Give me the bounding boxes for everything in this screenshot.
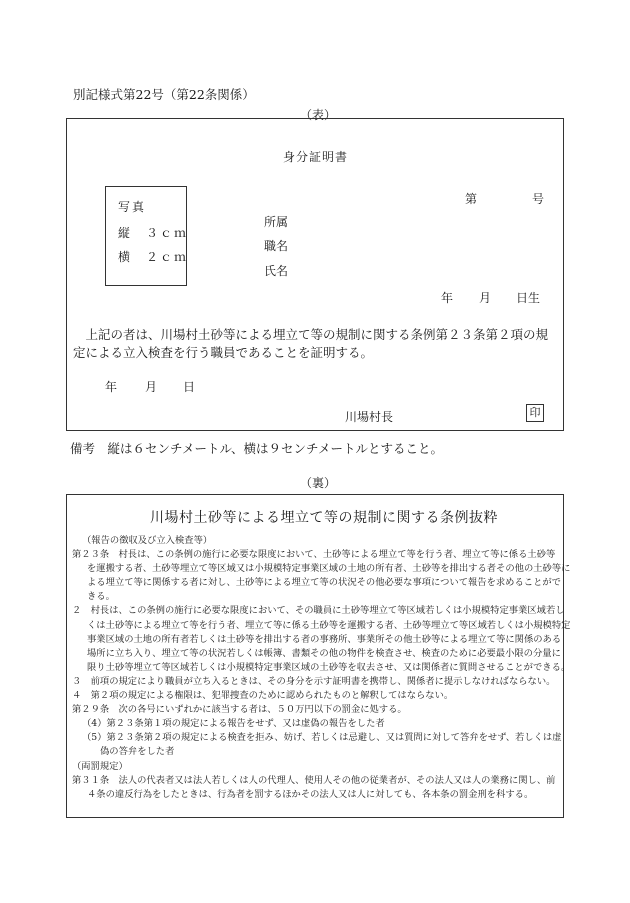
position-label: 職名 bbox=[264, 239, 289, 253]
affiliation-label: 所属 bbox=[264, 215, 289, 229]
photo-width: 横 ２ｃｍ bbox=[118, 250, 189, 264]
law-line: ２ 村長は、この条例の施行に必要な限度において、その職員に土砂等埋立て等区域若しくは小規模特定事業区域若し bbox=[72, 605, 565, 617]
issue-month: 月 bbox=[145, 380, 158, 394]
law-line: （5）第２３条第２項の規定による検査を拒み、妨げ、若しくは忌避し、又は質問に対して答弁をせず、若しくは虚 bbox=[82, 732, 562, 744]
note: 備考 縦は６センチメートル、横は９センチメートルとすること。 bbox=[70, 441, 444, 456]
certificate-text bbox=[73, 326, 553, 362]
law-line: 第３１条 法人の代表者又は法人若しくは人の代理人、使用人その他の従業者が、その法人又は人の業務に関し、前 bbox=[72, 774, 556, 786]
mayor-label: 川場村長 bbox=[345, 410, 394, 424]
number-suffix: 号 bbox=[532, 192, 545, 206]
front-side-label: （表） bbox=[300, 108, 337, 122]
photo-label: 写真 bbox=[118, 200, 147, 214]
law-line: ４ 第２項の規定による権限は、犯罪捜査のために認められたものと解釈してはならない。 bbox=[72, 690, 454, 702]
birth-day: 日生 bbox=[516, 291, 541, 305]
law-line: きる。 bbox=[87, 591, 115, 603]
photo-height: 縦 ３ｃｍ bbox=[118, 226, 189, 240]
law-line: 偽の答弁をした者 bbox=[100, 746, 175, 758]
law-excerpt-body bbox=[72, 534, 571, 802]
law-line: （両罰規定） bbox=[72, 760, 128, 772]
law-line: ４条の違反行為をしたときは、行為者を罰するほかその法人又は人に対しても、各本条の罰金刑を科する。 bbox=[87, 788, 534, 800]
law-line: 限り土砂等埋立て等区域若しくは小規模特定事業区域の土砂等を収去させ、又は関係者に質問させることができる。 bbox=[87, 661, 571, 673]
law-line: ３ 前項の規定により職員が立ち入るときは、その身分を示す証明書を携帯し、関係者に提示しなければならない。 bbox=[72, 675, 556, 687]
number-prefix: 第 bbox=[465, 192, 478, 206]
law-excerpt-title: 川場村土砂等による埋立て等の規制に関する条例抜粋 bbox=[150, 510, 498, 526]
law-line: よる埋立て等に関係する者に対し、土砂等による埋立て等の状況その他必要な事項について報告を求めることがで bbox=[87, 577, 561, 589]
seal-label: 印 bbox=[529, 406, 541, 419]
name-label: 氏名 bbox=[264, 264, 289, 278]
law-line: 場所に立ち入り、埋立て等の状況若しくは帳簿、書類その他の物件を検査させ、検査のために必要最小限の分量に bbox=[87, 647, 561, 659]
certificate-text-line: 上記の者は、川場村土砂等による埋立て等の規制に関する条例第２３条第２項の規 bbox=[73, 327, 549, 342]
law-line: （報告の徴収及び立入検査等） bbox=[82, 535, 213, 546]
birth-year: 年 bbox=[441, 291, 454, 305]
law-line: を運搬する者、土砂等埋立て等区域又は小規模特定事業区域の土地の所有者、土砂等を排出する者その他の土砂等に bbox=[87, 563, 571, 575]
law-line: 事業区域の土地の所有者若しくは土砂等を排出する者の事務所、事業所その他土砂等による埋立て等に関係のある bbox=[87, 633, 562, 645]
law-line: 第２３条 村長は、この条例の施行に必要な限度において、土砂等による埋立て等を行う者、埋立て等に係る土砂等 bbox=[72, 549, 556, 561]
law-line: くは土砂等による埋立て等を行う者、埋立て等に係る土砂等を運搬する者、土砂等埋立て等区域若しくは小規模特定 bbox=[87, 619, 571, 631]
issue-day: 日 bbox=[183, 380, 196, 394]
issue-year: 年 bbox=[105, 380, 118, 394]
birth-month: 月 bbox=[479, 291, 492, 305]
law-line: 第２９条 次の各号にいずれかに該当する者は、５０万円以下の罰金に処する。 bbox=[72, 704, 407, 716]
back-side-label: （裏） bbox=[300, 476, 337, 490]
certificate-title: 身分証明書 bbox=[283, 150, 349, 164]
seal-box bbox=[526, 404, 544, 422]
certificate-text-line: 定による立入検査を行う職員であることを証明する。 bbox=[73, 345, 374, 360]
form-label: 別記様式第22号（第22条関係） bbox=[73, 87, 255, 102]
law-line: （4）第２３条第１項の規定による報告をせず、又は虚偽の報告をした者 bbox=[82, 718, 385, 730]
